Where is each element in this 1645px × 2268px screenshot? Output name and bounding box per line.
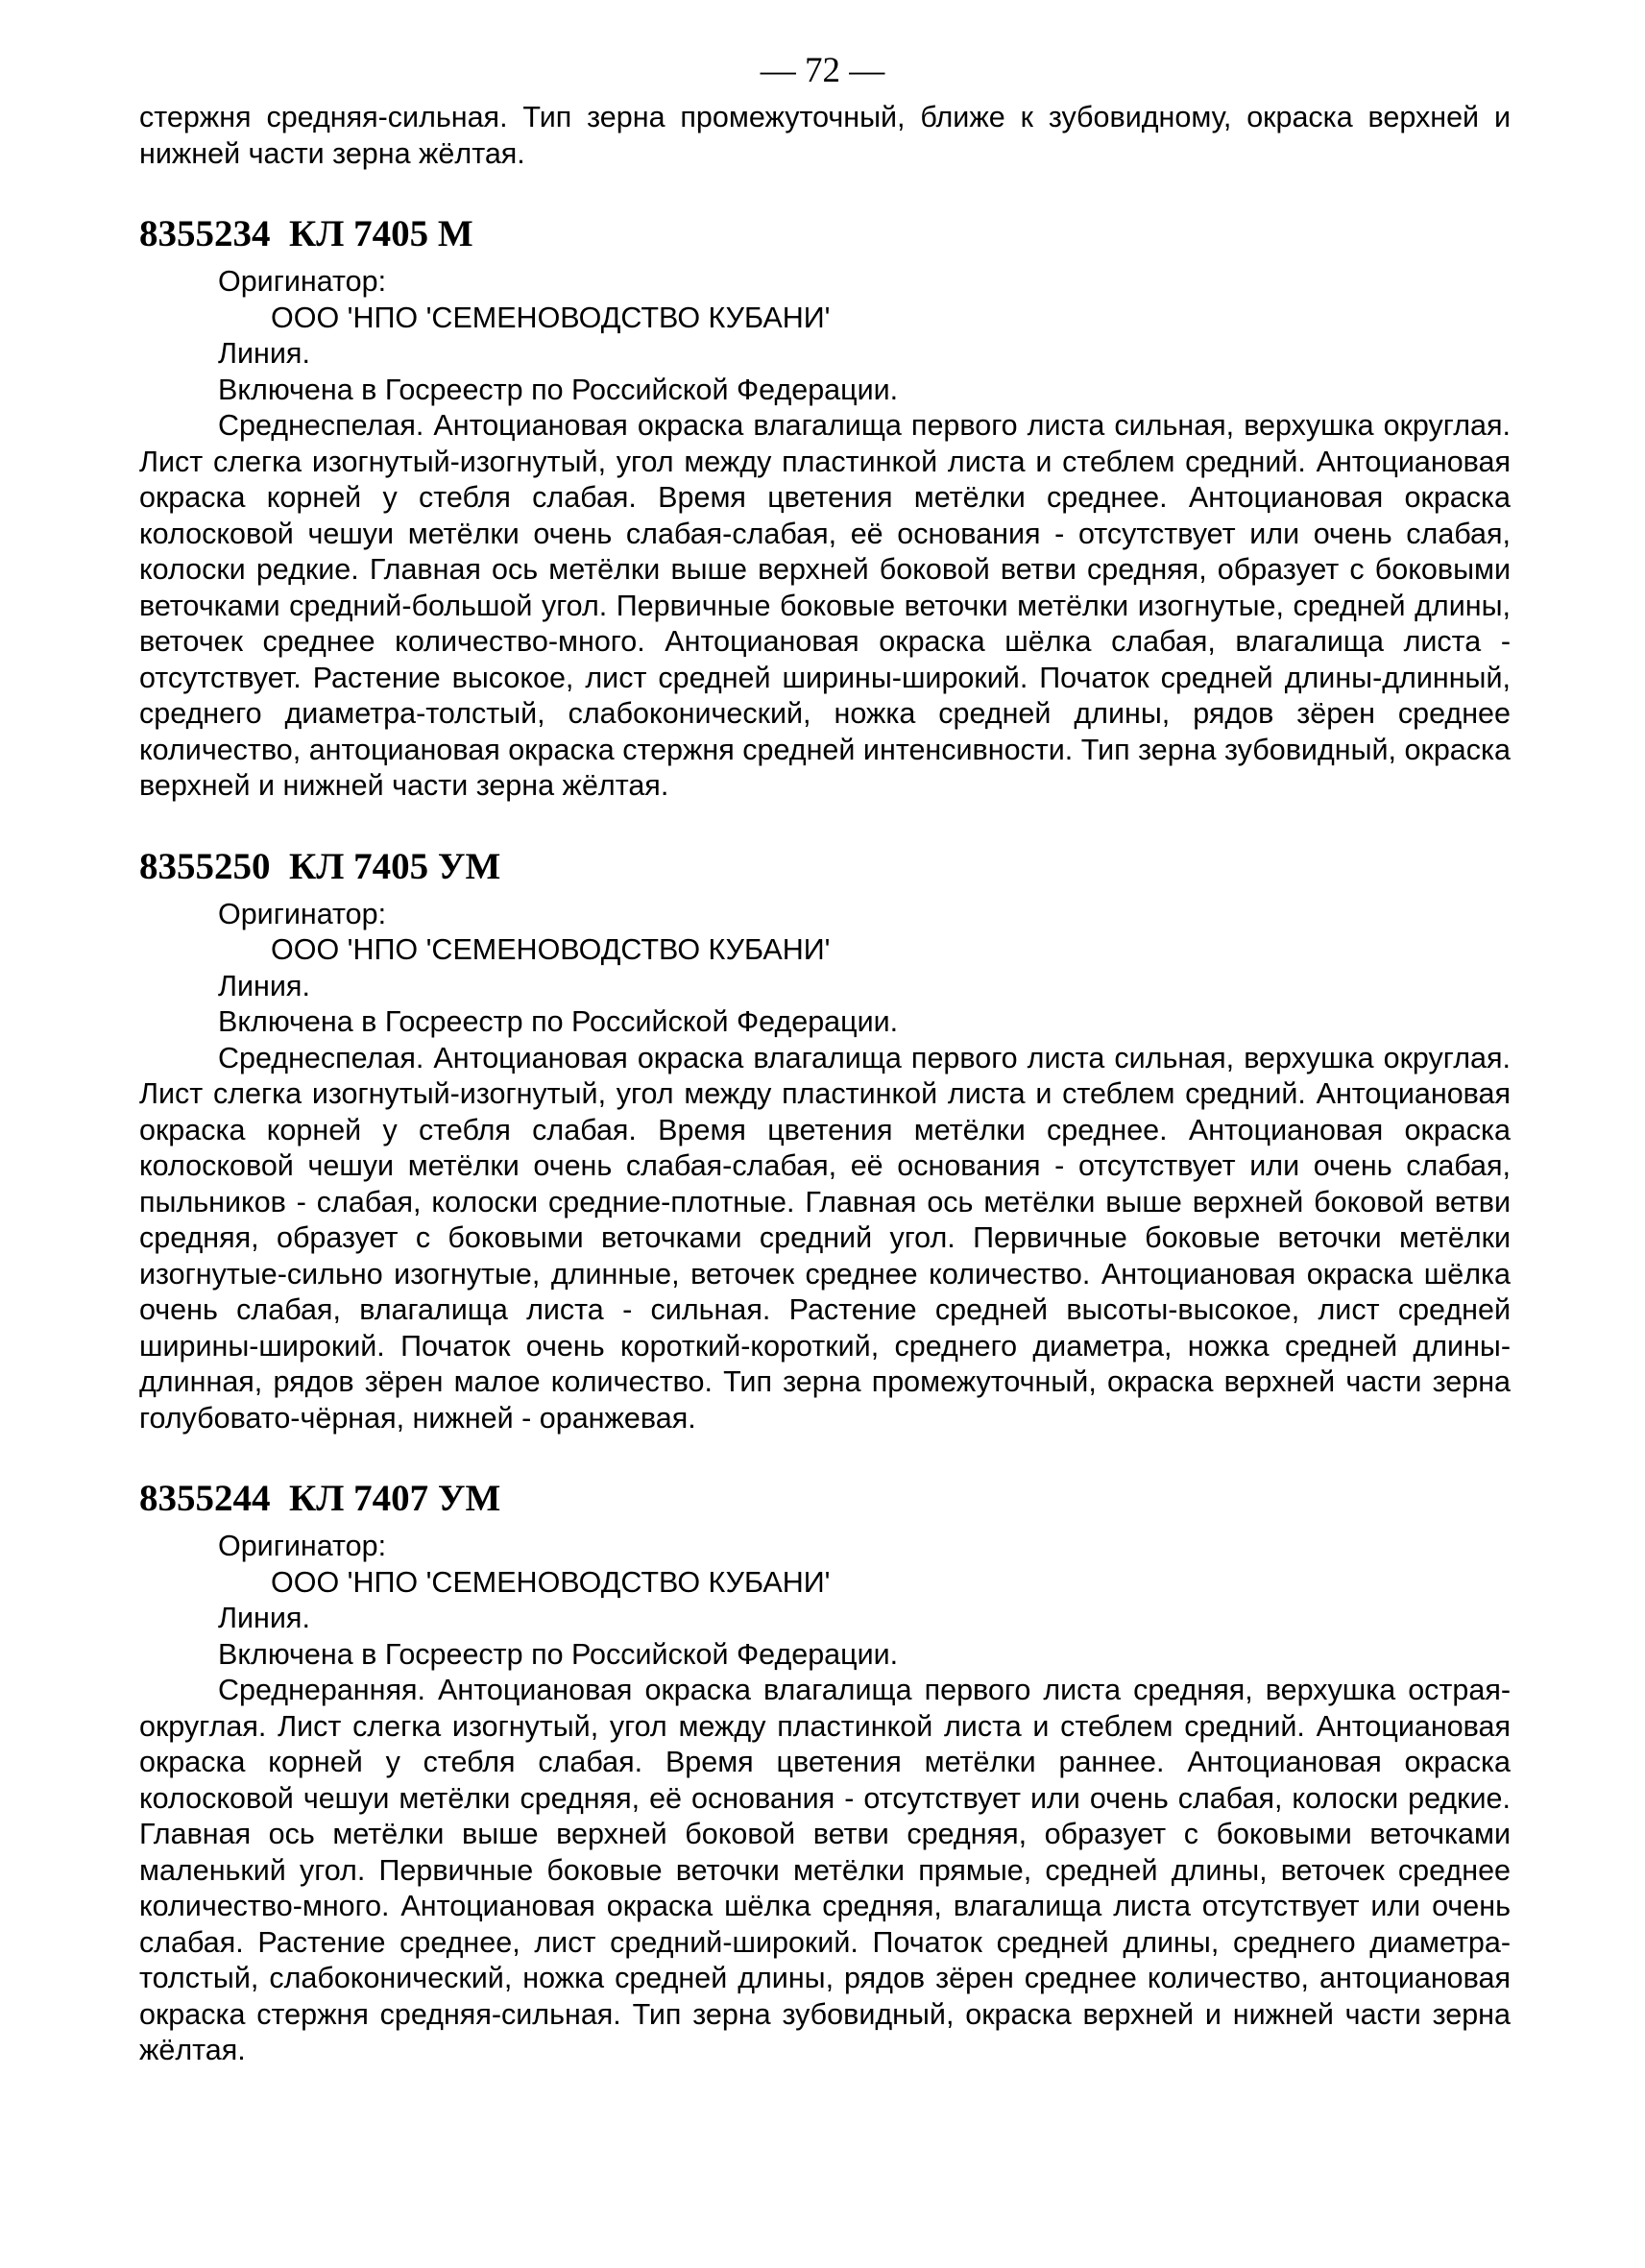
registry-status: Включена в Госреестр по Российской Федерации.	[218, 1637, 899, 1671]
variety-heading: 8355234 КЛ 7405 М	[139, 213, 473, 254]
originator-label: Оригинатор:	[218, 265, 387, 298]
page-number: — 72 —	[760, 51, 885, 90]
variety-description: Среднеспелая. Антоциановая окраска влагалища первого листа сильная, верхушка округлая. Лист слегка изогнутый-изогнутый, угол между пластинкой листа и стеблем средний. Антоциановая окраска корней у стебля слабая. Время цветения метёлки среднее. Антоциановая окраска колосковой чешуи метёлки очень слабая-слабая, её основания - отсутствует или очень слабая, колоски редкие. Главная ось метёлки выше верхней боковой ветви средняя, образует с боковыми веточками средний-большой угол. Первичные боковые веточки метёлки изогнутые, средней длины, веточек среднее количество-много. Антоциановая окраска шёлка слабая, влагалища листа - отсутствует. Растение высокое, лист средней ширины-широкий. Початок средней длины-длинный, среднего диаметра-толстый, слабоконический, ножка средней длины, рядов зёрен среднее количество, антоциановая окраска стержня средней интенсивности. Тип зерна зубовидный, окраска верхней и нижней части зерна жёлтая.	[139, 409, 1511, 802]
variety-heading: 8355250 КЛ 7405 УМ	[139, 845, 501, 887]
variety-type: Линия.	[218, 969, 310, 1002]
originator-name: ООО 'НПО 'СЕМЕНОВОДСТВО КУБАНИ'	[271, 933, 831, 966]
variety-type: Линия.	[218, 1602, 310, 1634]
variety-heading: 8355244 КЛ 7407 УМ	[139, 1478, 501, 1519]
continued-text: стержня средняя-сильная. Тип зерна промежуточный, ближе к зубовидному, окраска верхней и нижней части зерна жёлтая.	[139, 101, 1511, 170]
variety-description: Среднеранняя. Антоциановая окраска влагалища первого листа средняя, верхушка острая-округлая. Лист слегка изогнутый, угол между пластинкой листа и стеблем средний. Антоциановая окраска корней у стебля слабая. Время цветения метёлки раннее. Антоциановая окраска колосковой чешуи метёлки средняя, её основания - отсутствует или очень слабая, колоски редкие. Главная ось метёлки выше верхней боковой ветви средняя, образует с боковыми веточками маленький угол. Первичные боковые веточки метёлки прямые, средней длины, веточек среднее количество-много. Антоциановая окраска шёлка средняя, влагалища листа отсутствует или очень слабая. Растение среднее, лист средний-широкий. Початок средней длины, среднего диаметра-толстый, слабоконический, ножка средней длины, рядов зёрен среднее количество, антоциановая окраска стержня средняя-сильная. Тип зерна зубовидный, окраска верхней и нижней части зерна жёлтая.	[139, 1674, 1511, 2066]
originator-label: Оригинатор:	[218, 897, 387, 930]
variety-type: Линия.	[218, 337, 310, 370]
variety-description: Среднеспелая. Антоциановая окраска влагалища первого листа сильная, верхушка округлая. Лист слегка изогнутый-изогнутый, угол между пластинкой листа и стеблем средний. Антоциановая окраска корней у стебля слабая. Время цветения метёлки среднее. Антоциановая окраска колосковой чешуи метёлки очень слабая-слабая, её основания - отсутствует или очень слабая, пыльников - слабая, колоски средние-плотные. Главная ось метёлки выше верхней боковой ветви средняя, образует с боковыми веточками средний угол. Первичные боковые веточки метёлки изогнутые-сильно изогнутые, длинные, веточек среднее количество. Антоциановая окраска шёлка очень слабая, влагалища листа - сильная. Растение средней высоты-высокое, лист средней ширины-широкий. Початок очень короткий-короткий, среднего диаметра, ножка средней длины-длинная, рядов зёрен малое количество. Тип зерна промежуточный, окраска верхней части зерна голубовато-чёрная, нижней - оранжевая.	[139, 1041, 1511, 1435]
originator-name: ООО 'НПО 'СЕМЕНОВОДСТВО КУБАНИ'	[271, 1565, 831, 1599]
originator-name: ООО 'НПО 'СЕМЕНОВОДСТВО КУБАНИ'	[271, 301, 831, 334]
variety-entry	[139, 1478, 1511, 2069]
registry-status: Включена в Госреестр по Российской Федерации.	[218, 1005, 899, 1038]
variety-entry	[139, 846, 1511, 1437]
originator-label: Оригинатор:	[218, 1530, 387, 1562]
page-content	[139, 100, 1511, 2069]
registry-status: Включена в Госреестр по Российской Федерации.	[218, 373, 899, 406]
variety-entry	[139, 213, 1511, 805]
